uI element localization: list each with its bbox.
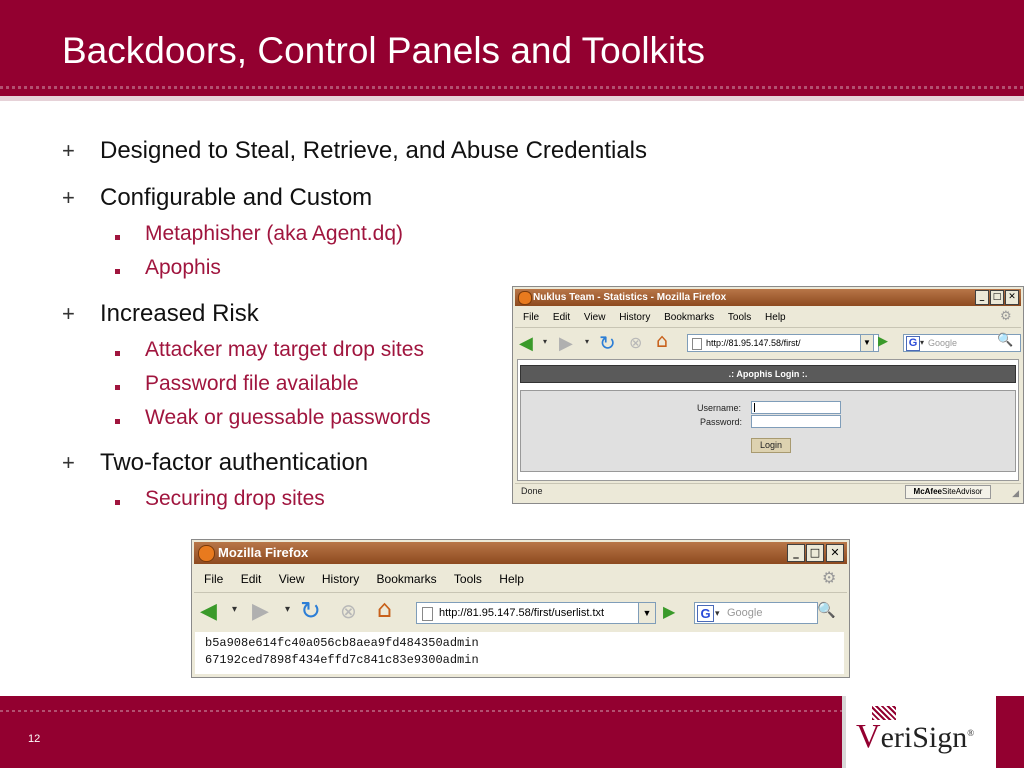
menu-help[interactable]: Help bbox=[499, 572, 524, 586]
maximize-button[interactable]: □ bbox=[990, 290, 1004, 305]
page-content bbox=[517, 359, 1019, 481]
slide-title: Backdoors, Control Panels and Toolkits bbox=[62, 30, 706, 71]
close-button[interactable]: ✕ bbox=[1005, 290, 1019, 305]
toolbar-divider bbox=[194, 592, 847, 593]
search-input[interactable] bbox=[694, 602, 818, 624]
back-dropdown-icon[interactable]: ▾ bbox=[543, 337, 548, 346]
menu-bookmarks[interactable]: Bookmarks bbox=[664, 312, 715, 323]
password-field[interactable] bbox=[751, 415, 841, 428]
search-icon[interactable]: 🔍 bbox=[817, 601, 836, 619]
forward-dropdown-icon[interactable]: ▾ bbox=[585, 337, 590, 346]
userlist-line: b5a908e614fc40a056cb8aea9fd484350admin bbox=[205, 636, 479, 650]
url-input[interactable] bbox=[416, 602, 646, 624]
mcafee-brand: McAfee bbox=[913, 487, 942, 496]
menu-history[interactable]: History bbox=[321, 572, 360, 586]
menu-history[interactable]: History bbox=[619, 312, 651, 323]
resize-grip-icon[interactable]: ◢ bbox=[1012, 488, 1019, 498]
stop-icon[interactable]: ⊗ bbox=[629, 333, 643, 352]
url-text: http://81.95.147.58/first/userlist.txt bbox=[439, 607, 605, 619]
window-title: Mozilla Firefox bbox=[218, 545, 309, 560]
menu-file[interactable]: File bbox=[523, 312, 540, 323]
google-icon: G bbox=[697, 605, 714, 622]
sub-bullet-text: Securing drop sites bbox=[145, 487, 325, 510]
minimize-button[interactable]: _ bbox=[975, 290, 989, 305]
page-number: 12 bbox=[28, 733, 41, 745]
sub-bullet-square bbox=[115, 235, 120, 240]
sub-bullet-text: Metaphisher (aka Agent.dq) bbox=[145, 222, 403, 245]
toolbar-divider bbox=[515, 327, 1021, 328]
bullet-text: Designed to Steal, Retrieve, and Abuse Credentials bbox=[100, 137, 647, 164]
search-engine-dropdown-icon[interactable]: ▾ bbox=[920, 338, 925, 347]
password-label: Password: bbox=[700, 417, 743, 427]
url-text: http://81.95.147.58/first/ bbox=[706, 338, 801, 348]
window-title: Nuklus Team - Statistics - Mozilla Firefox bbox=[533, 292, 727, 303]
menu-bar bbox=[523, 312, 786, 323]
logo-text: eriSign bbox=[880, 721, 968, 754]
bullet-text: Two-factor authentication bbox=[100, 449, 369, 476]
verisign-logo bbox=[842, 696, 996, 768]
firefox-window-login bbox=[512, 286, 1024, 504]
page-icon bbox=[692, 338, 702, 350]
forward-dropdown-icon[interactable]: ▾ bbox=[285, 604, 291, 615]
back-icon[interactable]: ◀ bbox=[200, 599, 217, 624]
throbber-icon: ⚙ bbox=[1000, 309, 1012, 324]
sub-bullet-text: Password file available bbox=[145, 372, 359, 395]
registered-mark: ® bbox=[967, 728, 975, 738]
reload-icon[interactable]: ↻ bbox=[599, 331, 616, 355]
bullet-text: Increased Risk bbox=[100, 300, 259, 327]
username-label: Username: bbox=[697, 403, 742, 413]
go-icon[interactable]: ▶ bbox=[663, 602, 676, 621]
throbber-icon: ⚙ bbox=[822, 568, 837, 587]
header-stripe bbox=[0, 86, 1024, 89]
url-input[interactable] bbox=[687, 334, 879, 352]
search-engine-dropdown-icon[interactable]: ▾ bbox=[715, 608, 720, 618]
sub-bullet-square bbox=[115, 500, 120, 505]
home-icon[interactable]: ⌂ bbox=[377, 595, 393, 623]
status-bar bbox=[515, 483, 1021, 500]
firefox-icon bbox=[518, 291, 532, 305]
forward-icon[interactable]: ▶ bbox=[559, 333, 573, 354]
back-dropdown-icon[interactable]: ▾ bbox=[232, 604, 238, 615]
bullet-marker: + bbox=[62, 138, 75, 163]
bullet-marker: + bbox=[62, 185, 75, 210]
page-content bbox=[195, 632, 844, 674]
userlist-line: 67192ced7898f434effd7c841c83e9300admin bbox=[205, 653, 479, 667]
window-titlebar bbox=[194, 542, 847, 564]
apophis-panel-title: .: Apophis Login :. bbox=[520, 365, 1016, 383]
header-shadow bbox=[0, 96, 1024, 101]
bullet-text: Configurable and Custom bbox=[100, 184, 373, 211]
reload-icon[interactable]: ↻ bbox=[300, 596, 321, 625]
menu-edit[interactable]: Edit bbox=[240, 572, 262, 586]
menu-edit[interactable]: Edit bbox=[552, 312, 571, 323]
sub-bullet-text: Apophis bbox=[145, 256, 221, 279]
siteadvisor-badge[interactable] bbox=[905, 485, 991, 499]
firefox-window-userlist bbox=[191, 539, 850, 678]
maximize-button[interactable]: □ bbox=[806, 544, 824, 562]
sub-bullet-text: Attacker may target drop sites bbox=[145, 338, 424, 361]
close-button[interactable]: ✕ bbox=[826, 544, 844, 562]
window-titlebar bbox=[515, 289, 1021, 306]
minimize-button[interactable]: _ bbox=[787, 544, 805, 562]
menu-bar bbox=[204, 572, 524, 586]
google-icon: G bbox=[906, 336, 920, 351]
sub-bullet-square bbox=[115, 351, 120, 356]
logo-v: V bbox=[856, 718, 881, 755]
menu-bookmarks[interactable]: Bookmarks bbox=[376, 572, 437, 586]
sub-bullet-square bbox=[115, 385, 120, 390]
page-icon bbox=[422, 607, 433, 621]
bullet-marker: + bbox=[62, 450, 75, 475]
sub-bullet-square bbox=[115, 269, 120, 274]
footer-stripe bbox=[0, 710, 842, 712]
menu-view[interactable]: View bbox=[583, 312, 606, 323]
login-button[interactable]: Login bbox=[751, 438, 791, 453]
back-icon[interactable]: ◀ bbox=[519, 333, 533, 354]
menu-help[interactable]: Help bbox=[765, 312, 786, 323]
menu-file[interactable]: File bbox=[204, 572, 224, 586]
search-placeholder: Google bbox=[928, 338, 958, 348]
firefox-icon bbox=[198, 545, 215, 562]
search-placeholder: Google bbox=[727, 607, 763, 619]
status-text: Done bbox=[521, 486, 543, 496]
menu-tools[interactable]: Tools bbox=[453, 572, 482, 586]
login-panel bbox=[520, 390, 1016, 472]
bullet-marker: + bbox=[62, 301, 75, 326]
search-icon[interactable]: 🔍 bbox=[997, 333, 1014, 348]
sub-bullet-square bbox=[115, 419, 120, 424]
url-dropdown-button[interactable]: ▼ bbox=[860, 334, 874, 352]
logo-wordmark bbox=[856, 718, 974, 756]
menu-tools[interactable]: Tools bbox=[727, 312, 752, 323]
forward-icon[interactable]: ▶ bbox=[252, 599, 269, 624]
menu-view[interactable]: View bbox=[278, 572, 305, 586]
url-dropdown-button[interactable]: ▼ bbox=[638, 602, 656, 624]
go-icon[interactable]: ▶ bbox=[878, 334, 888, 349]
text-cursor bbox=[754, 403, 755, 412]
stop-icon[interactable]: ⊗ bbox=[340, 599, 357, 623]
sub-bullet-text: Weak or guessable passwords bbox=[145, 406, 431, 429]
siteadvisor-label: SiteAdvisor bbox=[941, 487, 983, 496]
home-icon[interactable]: ⌂ bbox=[656, 330, 669, 352]
username-field[interactable] bbox=[751, 401, 841, 414]
